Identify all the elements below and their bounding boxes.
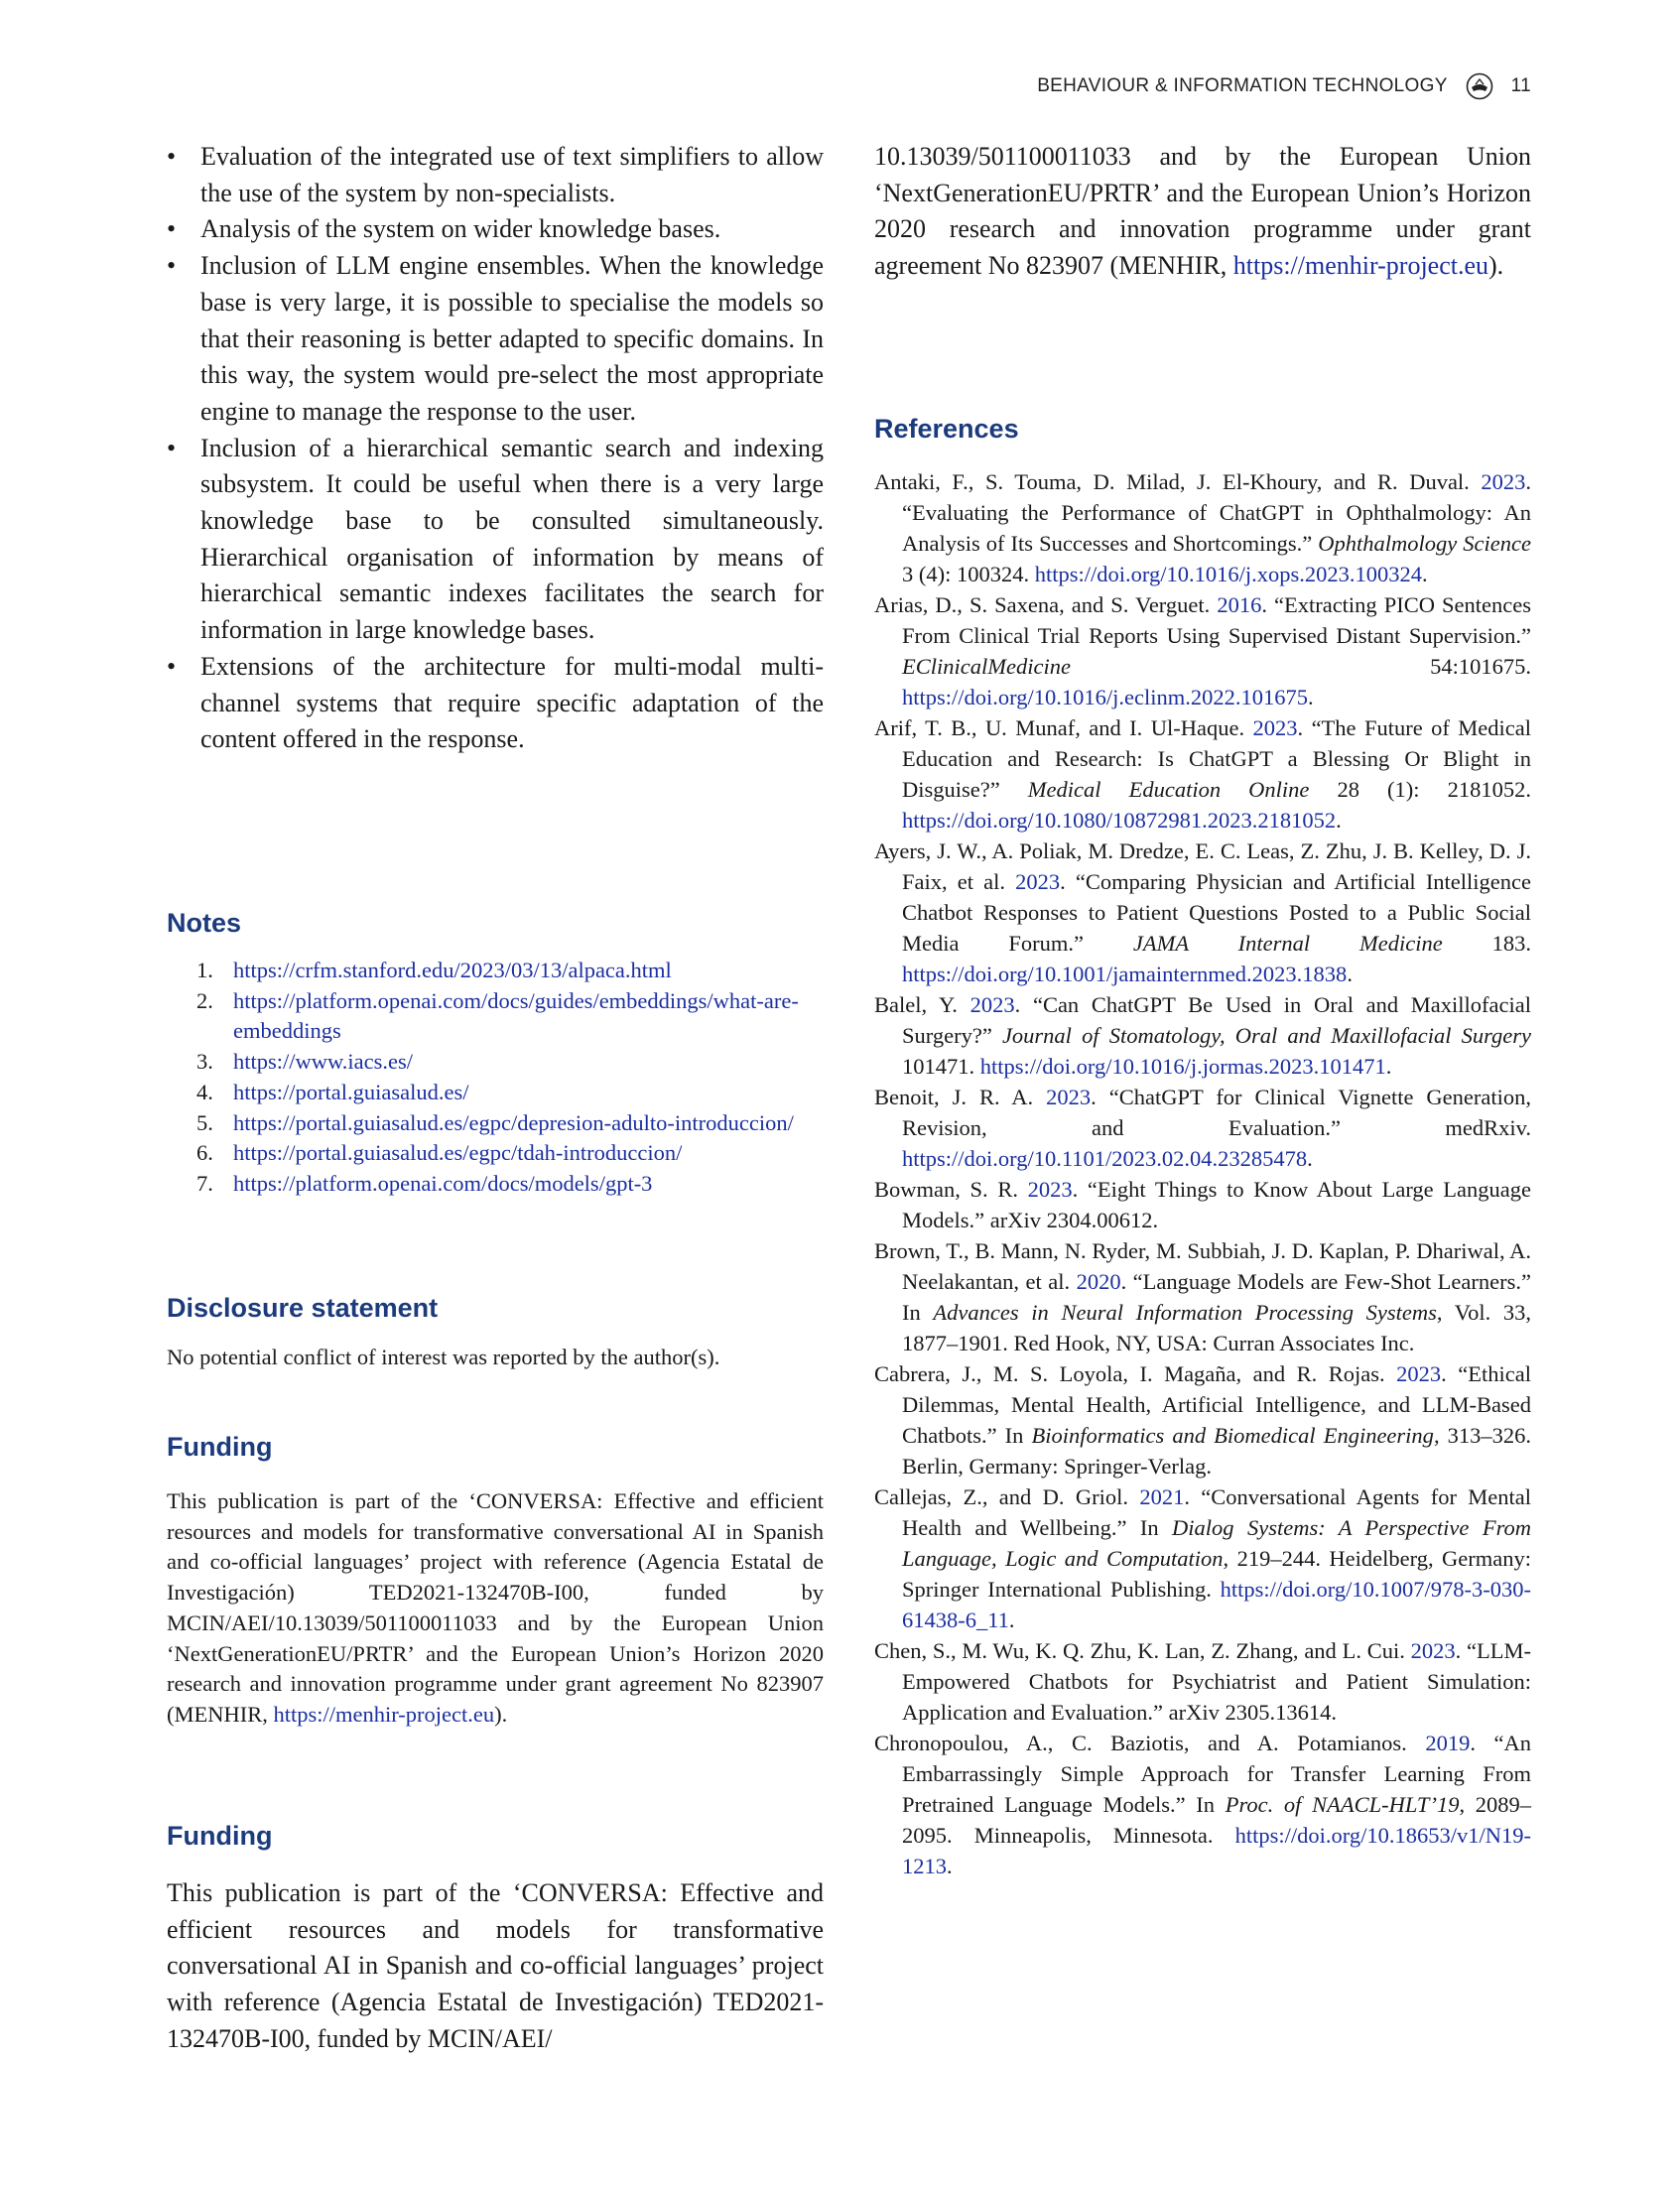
notes-list [196,956,824,1200]
references-heading: References [874,414,1019,444]
reference-year-link[interactable]: 2023 [1481,469,1526,494]
note-link[interactable]: https://www.iacs.es/ [233,1049,414,1075]
reference-authors: Callejas, Z., and D. Griol. [874,1484,1128,1509]
reference-item [874,1728,1531,1881]
reference-end: . [1385,1054,1392,1079]
disclosure-text: No potential conflict of interest was reported by the author(s). [167,1345,720,1369]
reference-year-link[interactable]: 2023 [1252,715,1298,740]
reference-doi-link[interactable]: https://doi.org/10.1101/2023.02.04.23285478 [902,1146,1308,1171]
reference-venue: Proc. of NAACL-HLT’19 [1225,1792,1460,1817]
reference-authors: Bowman, S. R. [874,1177,1018,1202]
reference-details: 54:101675. [1070,654,1531,679]
reference-title: . “Ethical Dilemmas, Mental Health, Artificial Intelligence, and LLM-Based Chatbots.” In [902,1361,1531,1448]
funding-text-repeat: This publication is part of the ‘CONVERSA: Effective and efficient resources and models for transformative conversational AI in Spanish and co-official languages’ project with reference (Agencia Estatal de Investigación) TED2021-132470B-I00, funded by MCIN/AEI/ [167,1878,824,2053]
reference-year-link[interactable]: 2023 [1046,1085,1092,1109]
reference-title: . “Extracting PICO Sentences From Clinical Trial Reports Using Supervised Distant Supervision.” [902,592,1531,648]
reference-year-link[interactable]: 2023 [1015,869,1061,894]
reference-end: . [1347,962,1353,986]
reference-title: . “Conversational Agents for Mental Health and Wellbeing.” In [902,1484,1532,1540]
reference-authors: Balel, Y. [874,992,958,1017]
funding-continuation: 10.13039/501100011033 and by the European Union ‘NextGenerationEU/PRTR’ and the European Union’s Horizon 2020 research and innovation programme under grant agreement No 823907 (MENHIR, https://menhir-project.eu). [874,142,1531,281]
reference-venue: JAMA Internal Medicine [1132,931,1443,956]
note-link[interactable]: https://platform.openai.com/docs/models/gpt-3 [233,1170,653,1196]
reference-item [874,589,1531,712]
note-item: 3. https://www.iacs.es/ [196,1047,824,1078]
reference-item [874,1635,1531,1728]
reference-doi-link[interactable]: https://doi.org/10.18653/v1/N19-1213 [902,1823,1531,1878]
list-item: • Analysis of the system on wider knowledge bases. [167,211,824,248]
reference-item [874,466,1531,589]
reference-venue: Dialog Systems: A Perspective From Language, Logic and Computation [902,1515,1531,1571]
reference-doi-link[interactable]: https://doi.org/10.1016/j.xops.2023.100324 [1034,562,1422,586]
menhir-link[interactable]: https://menhir-project.eu [273,1701,495,1727]
future-work-list [167,139,824,758]
reference-title: . “Language Models are Few-Shot Learners.” In [902,1269,1531,1325]
reference-item [874,1082,1531,1174]
reference-end: . [1008,1608,1015,1632]
reference-venue: EClinicalMedicine [902,654,1071,679]
reference-details: , 2089–2095. Minneapolis, Minnesota. [902,1792,1532,1848]
reference-doi-link[interactable]: https://doi.org/10.1080/10872981.2023.2181052 [902,808,1337,833]
reference-year-link[interactable]: 2023 [1410,1638,1456,1663]
reference-doi-link[interactable]: https://doi.org/10.1001/jamainternmed.2023.1838 [902,962,1348,986]
reference-title: . “Evaluating the Performance of ChatGPT in Ophthalmology: An Analysis of Its Successes and Shortcomings.” [902,469,1532,556]
reference-item [874,712,1531,836]
reference-details: 183. [1442,931,1531,956]
funding-heading-repeat: Funding [167,1821,273,1851]
journal-title: BEHAVIOUR & INFORMATION TECHNOLOGY [1037,75,1448,96]
note-link[interactable]: https://portal.guiasalud.es/egpc/tdah-introduccion/ [233,1140,683,1166]
reference-details: 101471. [902,1054,975,1079]
funding-text: This publication is part of the ‘CONVERSA: Effective and efficient resources and models for transformative conversational AI in Spanish and co-official languages’ project with reference (Agencia Estatal de Investigación) TED2021-132470B-I00, funded by MCIN/AEI/10.13039/501100011033 and by the European Union ‘NextGenerationEU/PRTR’ and the European Union’s Horizon 2020 research and innovation programme under grant agreement No 823907 (MENHIR, https://menhir-project.eu). [167,1488,824,1727]
reference-details: , 219–244. Heidelberg, Germany: Springer International Publishing. [902,1546,1531,1602]
reference-end: . [947,1854,953,1878]
reference-title: . “Eight Things to Know About Large Language Models.” arXiv 2304.00612. [902,1177,1532,1232]
reference-year-link[interactable]: 2019 [1425,1731,1471,1755]
reference-item [874,836,1531,989]
reference-year-link[interactable]: 2021 [1139,1484,1185,1509]
funding-heading: Funding [167,1432,273,1462]
reference-details: 3 (4): 100324. [902,562,1030,586]
note-link[interactable]: https://portal.guiasalud.es/egpc/depresion-adulto-introduccion/ [233,1109,794,1135]
reference-authors: Cabrera, J., M. S. Loyola, I. Magaña, and R. Rojas. [874,1361,1385,1386]
reference-details: , Vol. 33, 1877–1901. Red Hook, NY, USA: Curran Associates Inc. [902,1300,1531,1355]
reference-doi-link[interactable]: https://doi.org/10.1016/j.jormas.2023.101471 [979,1054,1386,1079]
menhir-link[interactable]: https://menhir-project.eu [1232,251,1489,281]
reference-authors: Chen, S., M. Wu, K. Q. Zhu, K. Lan, Z. Zhang, and L. Cui. [874,1638,1405,1663]
journal-logo-icon [1466,72,1493,100]
reference-authors: Ayers, J. W., A. Poliak, M. Dredze, E. C. Leas, Z. Zhu, J. B. Kelley, D. J. Faix, et al. [874,838,1531,894]
reference-year-link[interactable]: 2023 [1396,1361,1442,1386]
reference-details: 28 (1): 2181052. [1309,777,1531,802]
note-item: 5. https://portal.guiasalud.es/egpc/depresion-adulto-introduccion/ [196,1108,824,1139]
reference-item [874,1358,1531,1481]
reference-venue: Medical Education Online [1027,777,1310,802]
reference-year-link[interactable]: 2020 [1076,1269,1121,1294]
note-item: 4. https://portal.guiasalud.es/ [196,1078,824,1108]
reference-item [874,1481,1531,1635]
reference-doi-link[interactable]: https://doi.org/10.1007/978-3-030-61438-6_11 [902,1577,1532,1632]
left-column [167,139,824,2053]
reference-authors: Brown, T., B. Mann, N. Ryder, M. Subbiah, J. D. Kaplan, P. Dhariwal, A. Neelakantan, et al. [874,1238,1531,1294]
note-item: 2. https://platform.openai.com/docs/guides/embeddings/what-are-embeddings [196,986,824,1047]
list-item: • Extensions of the architecture for multi-modal multi-channel systems that require specific adaptation of the content offered in the response. [167,649,824,758]
reference-end: . [1307,1146,1313,1171]
reference-end: . [1421,562,1428,586]
reference-venue: Ophthalmology Science [1318,531,1532,556]
reference-venue: Bioinformatics and Biomedical Engineering [1031,1423,1434,1448]
note-item: 6. https://portal.guiasalud.es/egpc/tdah-introduccion/ [196,1138,824,1169]
reference-title: . “ChatGPT for Clinical Vignette Generation, Revision, and Evaluation.” medRxiv. [902,1085,1531,1140]
disclosure-heading: Disclosure statement [167,1293,439,1323]
reference-year-link[interactable]: 2023 [969,992,1015,1017]
list-item: • Evaluation of the integrated use of text simplifiers to allow the use of the system by non-specialists. [167,139,824,211]
reference-item [874,1174,1531,1235]
note-link[interactable]: https://crfm.stanford.edu/2023/03/13/alpaca.html [233,958,672,982]
reference-title: . “LLM-Empowered Chatbots for Psychiatrist and Patient Simulation: Application and Evaluation.” arXiv 2305.13614. [902,1638,1531,1725]
reference-venue: Advances in Neural Information Processing Systems [933,1300,1437,1325]
reference-title: . “Can ChatGPT Be Used in Oral and Maxillofacial Surgery?” [902,992,1532,1048]
note-link[interactable]: https://platform.openai.com/docs/guides/embeddings/what-are-embeddings [233,987,799,1044]
reference-year-link[interactable]: 2023 [1027,1177,1073,1202]
right-column [874,139,1532,1878]
note-item: 7. https://platform.openai.com/docs/models/gpt-3 [196,1169,824,1200]
page-number: 11 [1510,75,1531,96]
reference-title: . “Comparing Physician and Artificial Intelligence Chatbot Responses to Patient Questions Posted to a Public Social Media Forum.” [902,869,1532,956]
reference-title: . “An Embarrassingly Simple Approach for Transfer Learning From Pretrained Language Models.” In [902,1731,1531,1817]
reference-title: . “The Future of Medical Education and Research: Is ChatGPT a Blessing Or Blight in Disguise?” [902,715,1532,802]
notes-heading: Notes [167,908,242,938]
reference-venue: Journal of Stomatology, Oral and Maxillofacial Surgery [1001,1023,1531,1048]
reference-authors: Benoit, J. R. A. [874,1085,1034,1109]
list-item: • Inclusion of a hierarchical semantic search and indexing subsystem. It could be useful when there is a very large knowledge base to be consulted simultaneously. Hierarchical organisation of information by means of hierarchical semantic indexes facilitates the search for information in large knowledge bases. [167,431,824,649]
list-item: • Inclusion of LLM engine ensembles. When the knowledge base is very large, it is possible to specialise the models so that their reasoning is better adapted to specific domains. In this way, the system would pre-select the most appropriate engine to manage the response to the user. [167,248,824,431]
running-head [1037,71,1531,101]
reference-authors: Antaki, F., S. Touma, D. Milad, J. El-Khoury, and R. Duval. [874,469,1470,494]
reference-end: . [1336,808,1342,833]
reference-item [874,1235,1531,1358]
reference-authors: Arias, D., S. Saxena, and S. Verguet. [874,592,1211,617]
reference-details: , 313–326. Berlin, Germany: Springer-Verlag. [902,1423,1532,1479]
reference-authors: Chronopoulou, A., C. Baziotis, and A. Potamianos. [874,1731,1407,1755]
note-link[interactable]: https://portal.guiasalud.es/ [233,1079,469,1104]
reference-end: . [1307,685,1314,709]
reference-doi-link[interactable]: https://doi.org/10.1016/j.eclinm.2022.101675 [902,685,1308,709]
reference-list [874,466,1531,1881]
reference-authors: Arif, T. B., U. Munaf, and I. Ul-Haque. [874,715,1245,740]
note-item: 1. https://crfm.stanford.edu/2023/03/13/alpaca.html [196,956,824,986]
reference-year-link[interactable]: 2016 [1217,592,1262,617]
reference-item [874,989,1531,1082]
